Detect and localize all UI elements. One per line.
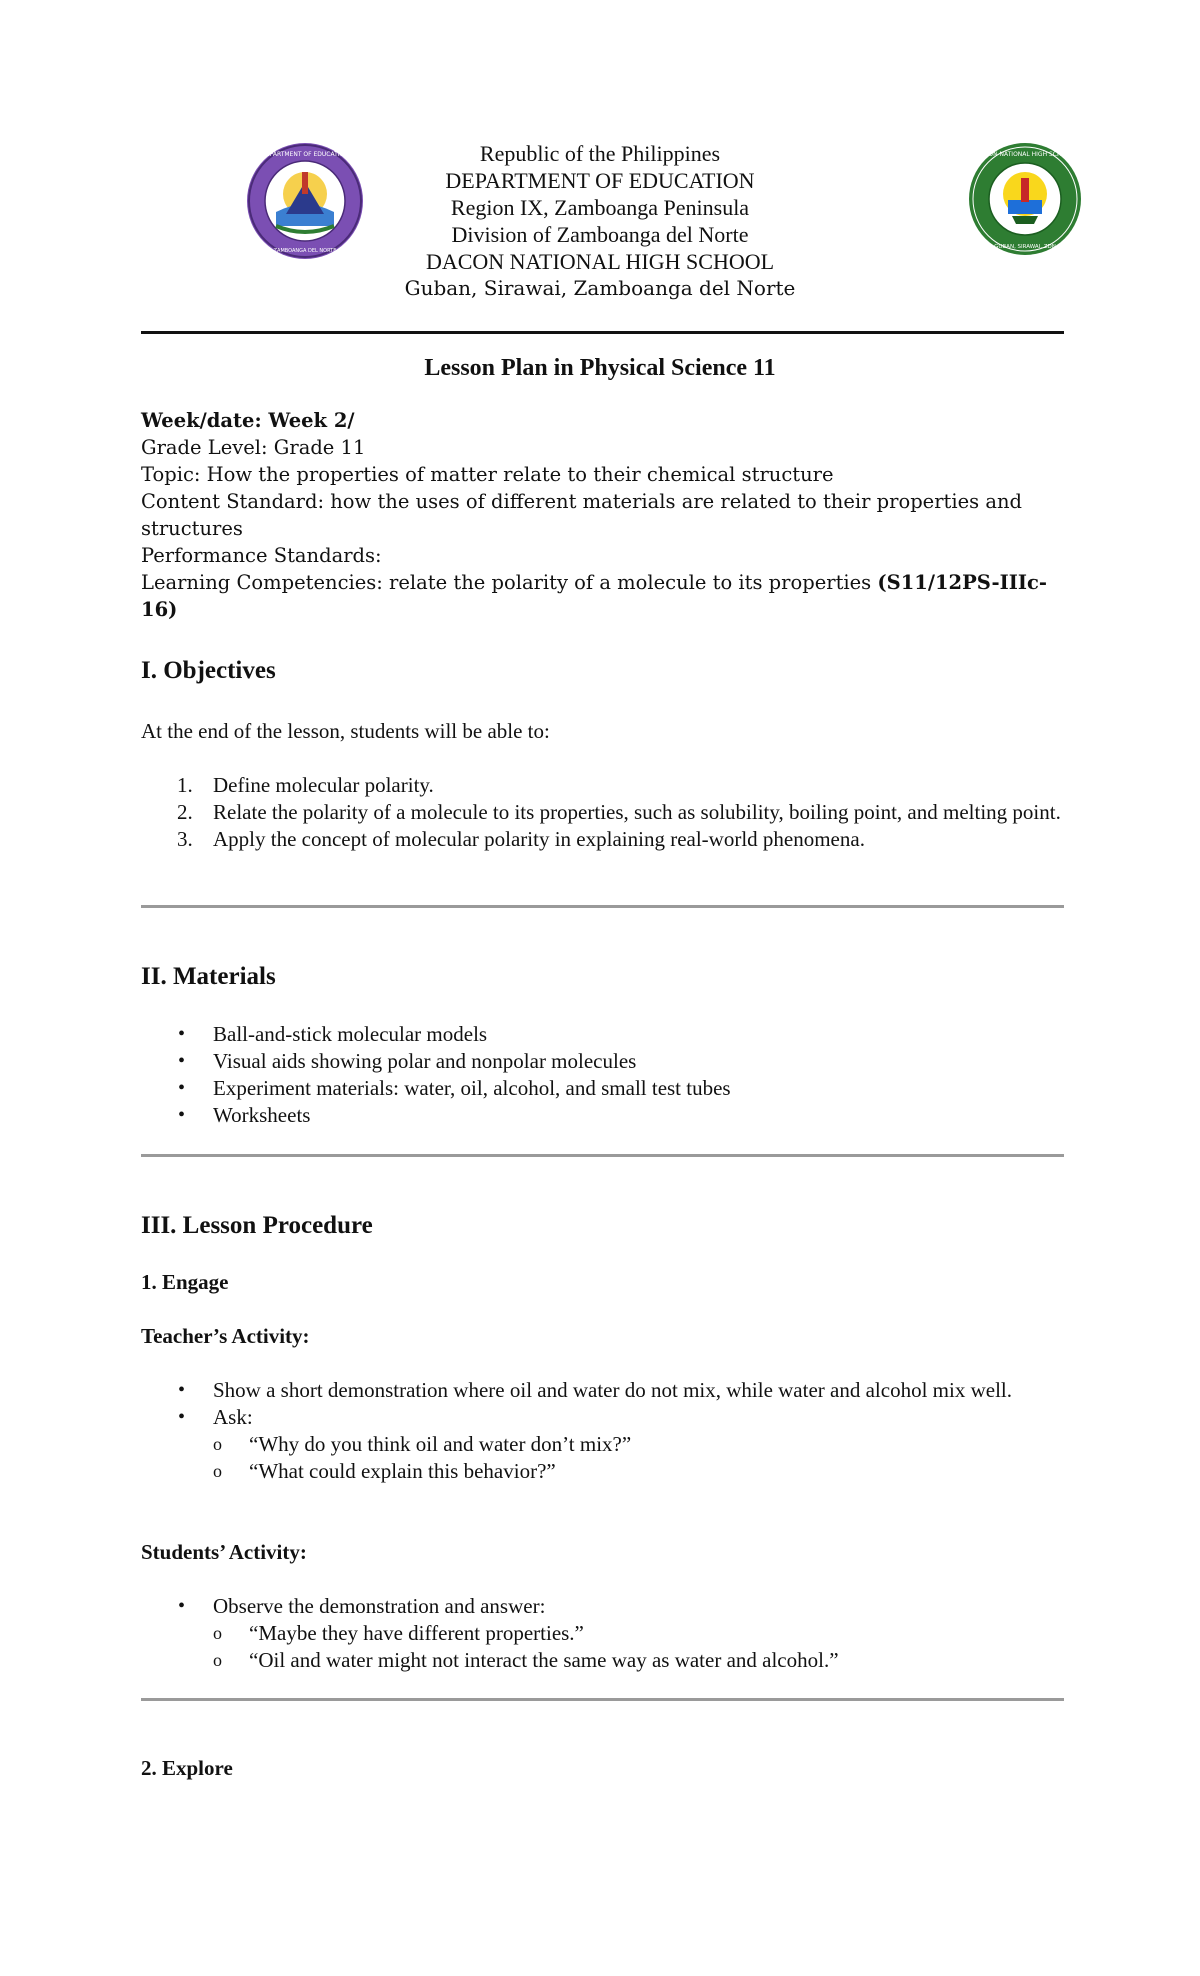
teacher-activity-heading: Teacher’s Activity: xyxy=(141,1324,310,1348)
header-department: DEPARTMENT OF EDUCATION xyxy=(445,168,755,193)
svg-text:DACON NATIONAL HIGH SCHOOL: DACON NATIONAL HIGH SCHOOL xyxy=(975,151,1075,158)
dacon-national-high-school-seal-logo xyxy=(968,142,1082,256)
students-activity-list xyxy=(141,1593,1064,1674)
student-answer: o “Oil and water might not interact the same way as water and alcohol.” xyxy=(213,1648,839,1672)
section-divider xyxy=(141,905,1064,908)
students-activity-item: • Observe the demonstration and answer: o “Maybe they have different properties.” o “Oil and water might not interact the same way as water and alcohol.” xyxy=(141,1593,1064,1674)
explore-heading: 2. Explore xyxy=(141,1756,233,1780)
teacher-activity-item: • Ask: o “Why do you think oil and water don’t mix?” o “What could explain this behavior?” xyxy=(141,1404,1064,1485)
objectives-list xyxy=(141,772,1064,853)
meta-performance-standards: Performance Standards: xyxy=(141,544,382,567)
materials-list xyxy=(141,1021,1064,1129)
materials-item: • Ball-and-stick molecular models xyxy=(178,1022,488,1046)
teacher-activity-item: • Show a short demonstration where oil and water do not mix, while water and alcohol mix well. xyxy=(178,1378,1012,1402)
svg-text:GUBAN, SIRAWAI, ZDN: GUBAN, SIRAWAI, ZDN xyxy=(994,244,1056,250)
objective-item: 3. Apply the concept of molecular polarity in explaining real-world phenomena. xyxy=(177,827,865,851)
header-address: Guban, Sirawai, Zamboanga del Norte xyxy=(404,276,796,300)
meta-grade: Grade Level: Grade 11 xyxy=(141,436,366,459)
header-region: Region IX, Zamboanga Peninsula xyxy=(450,195,750,220)
svg-text:ZAMBOANGA DEL NORTE: ZAMBOANGA DEL NORTE xyxy=(273,248,337,254)
materials-item: • Visual aids showing polar and nonpolar molecules xyxy=(178,1049,637,1073)
materials-item: • Worksheets xyxy=(178,1103,311,1127)
teacher-question: o “What could explain this behavior?” xyxy=(213,1459,556,1483)
objectives-intro: At the end of the lesson, students will be able to: xyxy=(141,719,550,743)
meta-learning-competencies: Learning Competencies: relate the polarity of a molecule to its properties (S11/12PS-IIIc-16) xyxy=(141,571,1047,621)
header-division: Division of Zamboanga del Norte xyxy=(451,222,749,247)
header-school: DACON NATIONAL HIGH SCHOOL xyxy=(425,249,775,274)
materials-item: • Experiment materials: water, oil, alcohol, and small test tubes xyxy=(178,1076,731,1100)
student-answer: o “Maybe they have different properties.” xyxy=(213,1621,584,1645)
section-divider xyxy=(141,1698,1064,1701)
svg-text:DEPARTMENT OF EDUCATION: DEPARTMENT OF EDUCATION xyxy=(261,151,349,158)
teacher-question: o “Why do you think oil and water don’t mix?” xyxy=(213,1432,632,1456)
letterhead xyxy=(0,0,1200,340)
teacher-questions-list xyxy=(213,1431,1064,1485)
document-title: Lesson Plan in Physical Science 11 xyxy=(424,355,776,381)
header-divider xyxy=(141,331,1064,334)
engage-heading: 1. Engage xyxy=(141,1270,229,1294)
objectives-heading: I. Objectives xyxy=(141,657,276,684)
meta-week: Week/date: Week 2/ xyxy=(141,409,355,432)
meta-topic: Topic: How the properties of matter relate to their chemical structure xyxy=(141,463,834,486)
students-activity-heading: Students’ Activity: xyxy=(141,1540,307,1564)
materials-heading: II. Materials xyxy=(141,963,276,990)
teacher-activity-list xyxy=(141,1377,1064,1485)
meta-content-standard: Content Standard: how the uses of different materials are related to their properties and structures xyxy=(141,490,1023,540)
objective-item: 1. Define molecular polarity. xyxy=(177,773,434,797)
students-answers-list xyxy=(213,1620,1064,1674)
header-republic: Republic of the Philippines xyxy=(479,141,721,166)
objective-item: 2. Relate the polarity of a molecule to its properties, such as solubility, boiling point, and melting point. xyxy=(177,800,1061,824)
procedure-heading: III. Lesson Procedure xyxy=(141,1212,373,1239)
section-divider xyxy=(141,1154,1064,1157)
